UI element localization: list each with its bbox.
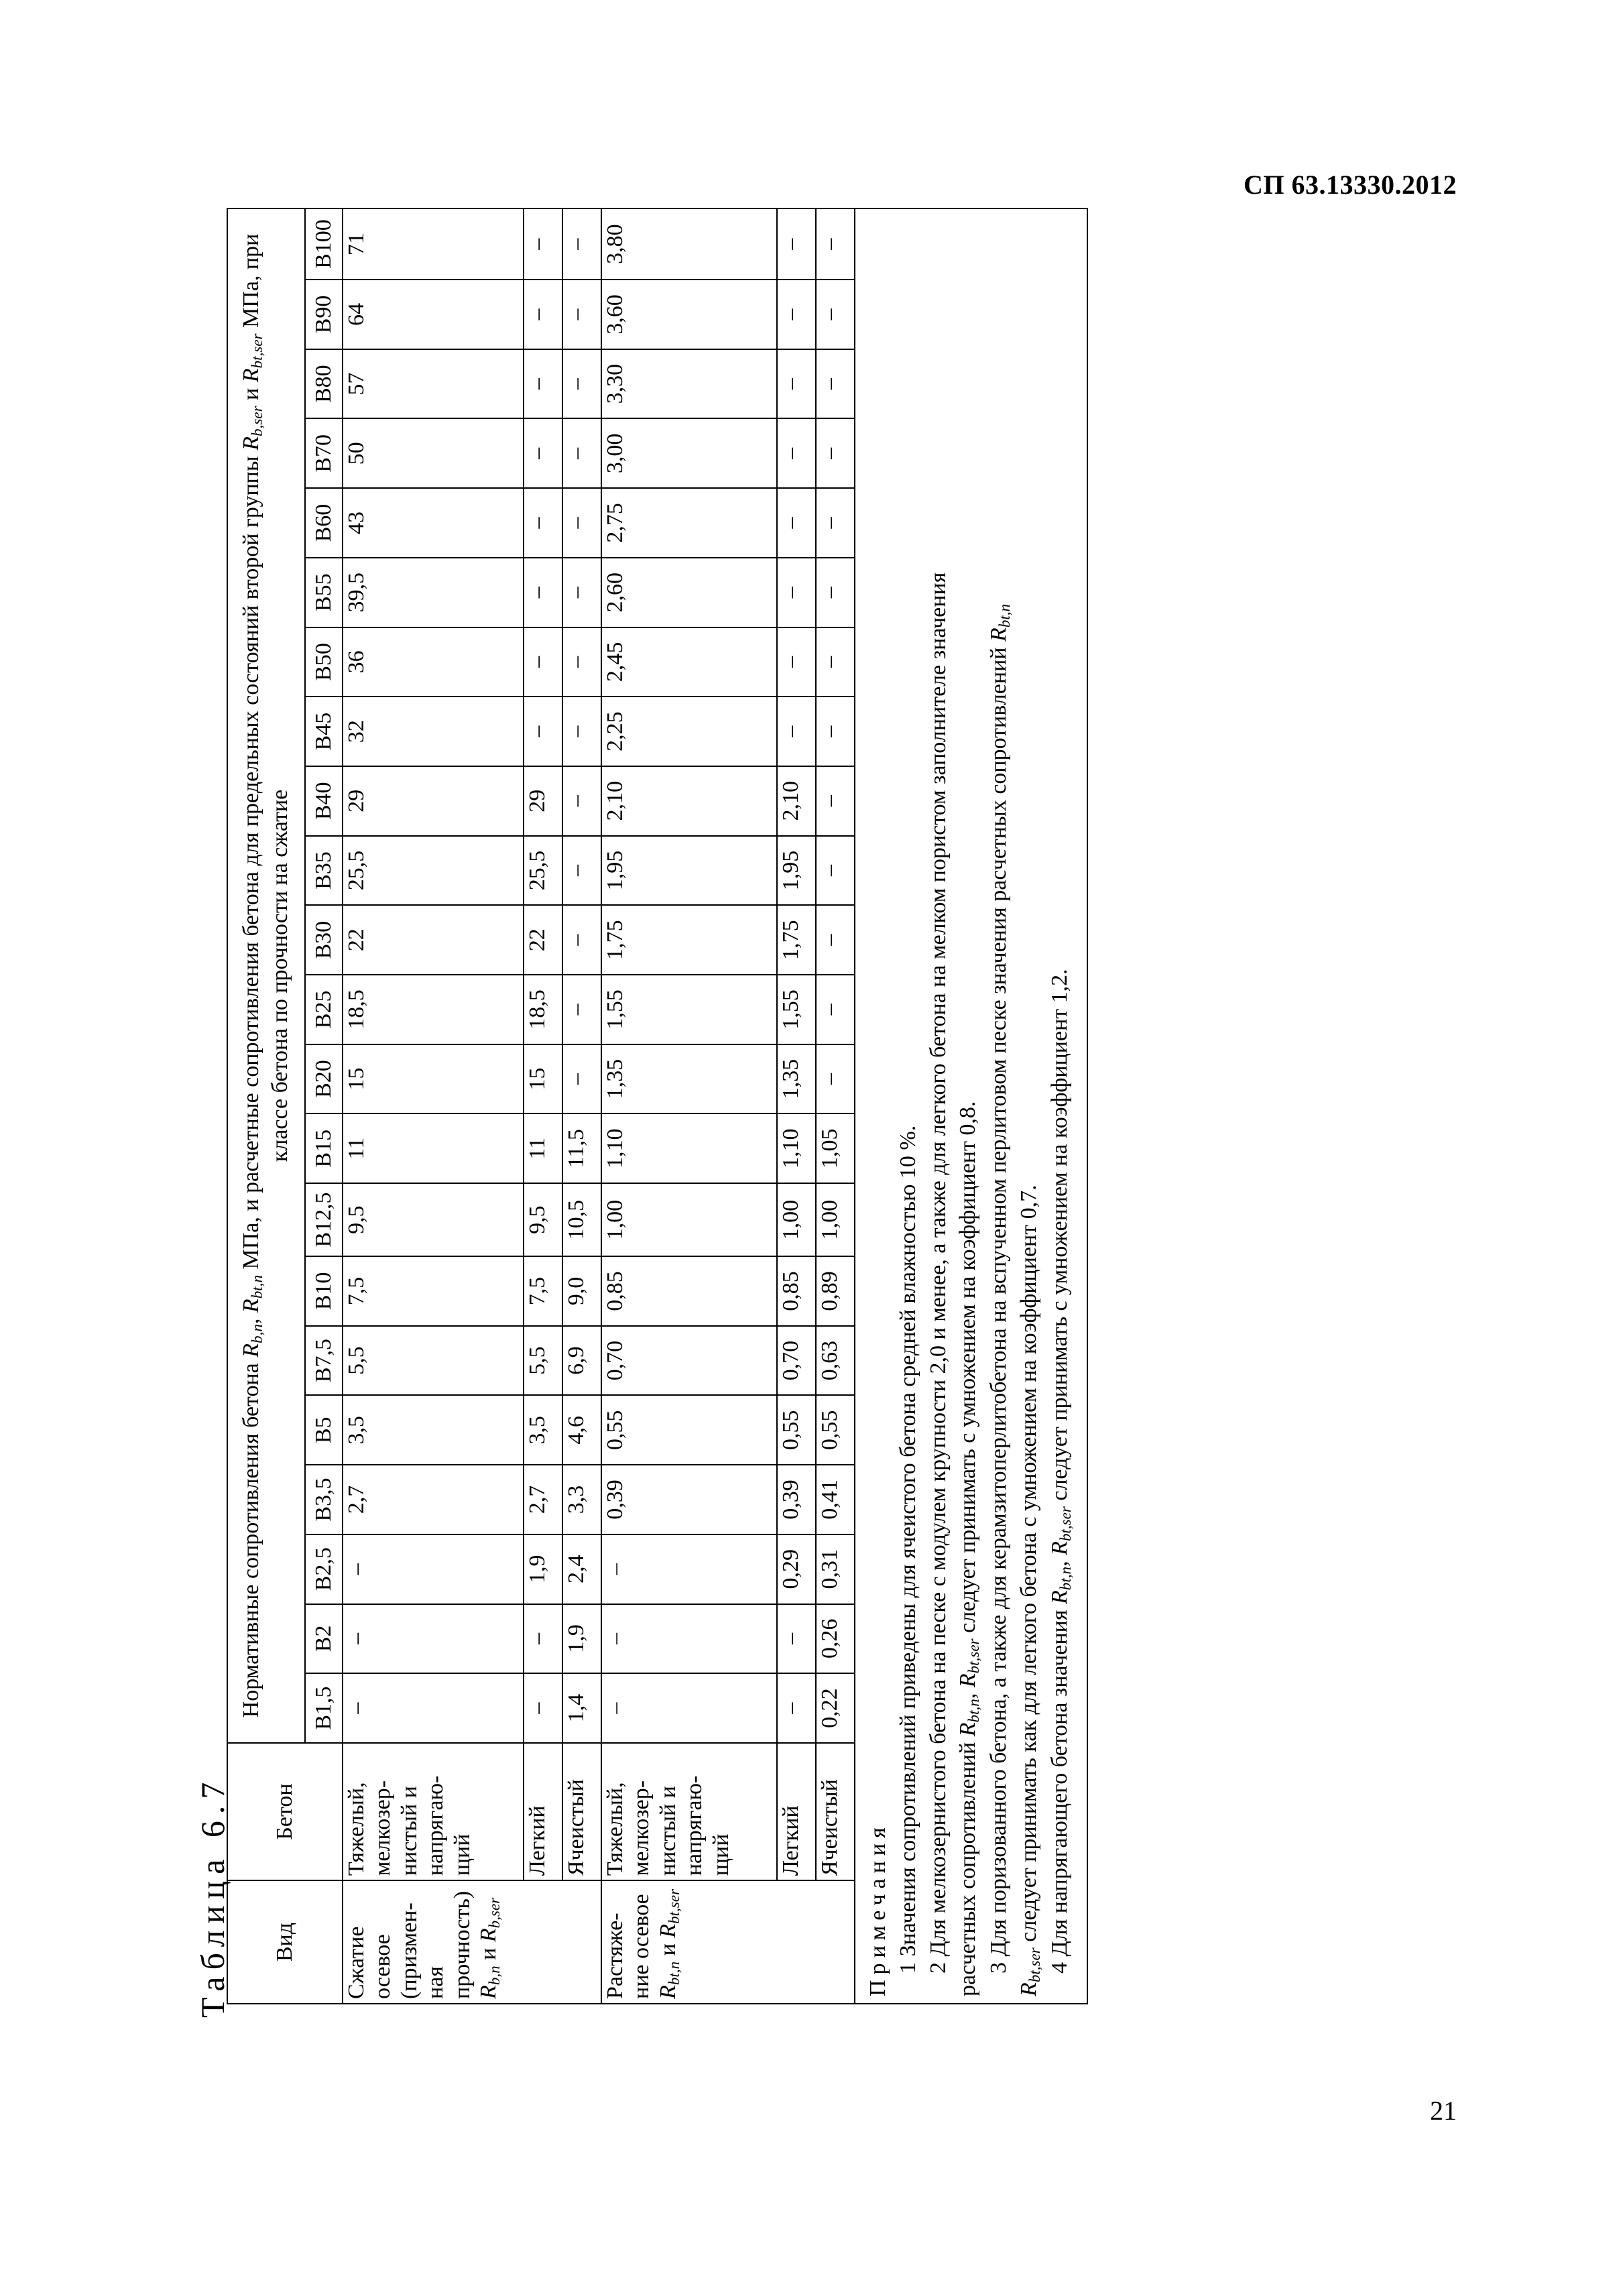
class-header-cell: B90 <box>305 280 343 349</box>
concrete-type-cell <box>343 1743 524 1880</box>
value-cell: – <box>343 1604 524 1674</box>
document-code: СП 63.13330.2012 <box>1244 170 1457 200</box>
value-cell: – <box>777 697 816 766</box>
value-cell: 57 <box>343 349 524 419</box>
value-cell: 71 <box>343 208 524 280</box>
value-cell: 1,10 <box>601 1113 777 1183</box>
value-cell: – <box>524 280 562 349</box>
concrete-type-line: Легкий <box>778 1805 803 1876</box>
kind-symbols: $R_{b,n}$ и $R_{b,ser}$ <box>476 1897 503 1999</box>
value-cell: – <box>816 419 855 489</box>
concrete-type-line: щий <box>449 1833 475 1876</box>
value-cell: – <box>816 766 855 836</box>
class-header-cell: B55 <box>305 558 343 627</box>
value-cell: 1,10 <box>777 1113 816 1183</box>
class-header-cell: B20 <box>305 1044 343 1114</box>
value-cell: 15 <box>343 1044 524 1114</box>
concrete-type-line: щий <box>708 1833 733 1876</box>
value-cell: – <box>562 627 601 697</box>
value-cell: – <box>601 1604 777 1674</box>
value-cell: 50 <box>343 419 524 489</box>
kind-compression <box>343 1880 601 2004</box>
note-3-continued: $R_{bt,ser}$ следует принимать как для легкого бетона с умножением на коэффициент 0,7. <box>1016 1185 1044 1996</box>
table-body <box>343 208 855 2004</box>
value-cell: – <box>562 419 601 489</box>
value-cell: 2,7 <box>343 1465 524 1534</box>
value-cell: 0,26 <box>816 1604 855 1674</box>
value-cell: – <box>562 697 601 766</box>
concrete-type-line: нистый и <box>655 1786 680 1876</box>
value-cell: 0,29 <box>777 1534 816 1604</box>
kind-line: ние осевое <box>629 1894 654 1999</box>
table-row <box>777 208 816 2004</box>
value-cell: 0,39 <box>777 1465 816 1534</box>
value-cell: – <box>524 1673 562 1743</box>
value-cell: 1,05 <box>816 1113 855 1183</box>
class-header-cell: B2,5 <box>305 1534 343 1604</box>
value-cell: 0,70 <box>777 1326 816 1396</box>
class-header-cell: B50 <box>305 627 343 697</box>
concrete-type-line: мелкозер- <box>629 1780 654 1876</box>
value-cell: 22 <box>524 905 562 975</box>
value-cell: – <box>816 558 855 627</box>
kind-symbols: $R_{bt,n}$ и $R_{bt,ser}$ <box>655 1888 683 1999</box>
rotated-table-block <box>166 154 1239 2018</box>
class-header-row <box>305 208 343 2004</box>
note-4: 4 Для напрягающего бетона значения $R_{bt,n}$, $R_{bt,ser}$ следует принимать с умножением на коэффициент 1,2. <box>1047 969 1075 1974</box>
class-header-cell: B7,5 <box>305 1326 343 1396</box>
value-cell: 2,4 <box>562 1534 601 1604</box>
concrete-type-line: Тяжелый, <box>603 1782 627 1876</box>
class-header-cell: B25 <box>305 975 343 1044</box>
value-cell: – <box>777 208 816 280</box>
value-cell: 1,75 <box>601 905 777 975</box>
value-cell: 22 <box>343 905 524 975</box>
value-cell: 15 <box>524 1044 562 1114</box>
value-cell: 2,75 <box>601 488 777 558</box>
value-cell: – <box>343 1673 524 1743</box>
value-cell: 2,10 <box>777 766 816 836</box>
value-cell: – <box>816 975 855 1044</box>
page-number: 21 <box>1430 2096 1457 2126</box>
value-cell: 0,55 <box>777 1395 816 1465</box>
value-cell: – <box>562 905 601 975</box>
header-vid: Вид <box>227 1880 343 2004</box>
value-cell: – <box>816 208 855 280</box>
value-cell: 0,85 <box>601 1256 777 1326</box>
value-cell: – <box>777 558 816 627</box>
value-cell: – <box>601 1673 777 1743</box>
concrete-type-line: нистый и <box>396 1786 422 1876</box>
value-cell: – <box>524 697 562 766</box>
value-cell: 11 <box>524 1113 562 1183</box>
table-row <box>601 208 777 2004</box>
concrete-type-line: Легкий <box>525 1805 550 1876</box>
header-beton: Бетон <box>227 1743 343 1880</box>
value-cell: 1,55 <box>601 975 777 1044</box>
value-cell: 10,5 <box>562 1183 601 1256</box>
value-cell: 3,00 <box>601 419 777 489</box>
note-1: 1 Значения сопротивлений приведены для ячеистого бетона средней влажностью 10 %. <box>896 1125 921 1974</box>
value-cell: 1,35 <box>601 1044 777 1114</box>
table-row <box>562 208 601 2004</box>
value-cell: – <box>562 975 601 1044</box>
value-cell: – <box>777 488 816 558</box>
header-resistance-title: Нормативные сопротивления бетона $R_{b,n}$, $R_{bt,n}$ МПа, и расчетные сопротивления бетона для предельных состояний второй группы $R_{b,ser}$ и $R_{bt,ser}$ МПа, при классе бетона по прочности на сжатие <box>227 208 305 1743</box>
class-header-cell: B1,5 <box>305 1673 343 1743</box>
value-cell: 0,41 <box>816 1465 855 1534</box>
kind-line: Растяже- <box>603 1913 627 1999</box>
value-cell: 5,5 <box>524 1326 562 1396</box>
value-cell: 3,30 <box>601 349 777 419</box>
class-header-cell: B3,5 <box>305 1465 343 1534</box>
note-3: 3 Для поризованного бетона, а также для керамзитоперлитобетона на вспученном перлитовом песке значения расчетных сопротивлений $R_{bt,n}$ <box>985 603 1014 1974</box>
value-cell: 3,5 <box>524 1395 562 1465</box>
value-cell: – <box>562 349 601 419</box>
value-cell: – <box>562 766 601 836</box>
concrete-type-line: Ячеистый <box>564 1779 589 1876</box>
value-cell: 1,4 <box>562 1673 601 1743</box>
value-cell: – <box>524 627 562 697</box>
value-cell: 39,5 <box>343 558 524 627</box>
table-caption: Таблица 6.7 <box>194 1775 231 2018</box>
value-cell: – <box>524 349 562 419</box>
value-cell: 0,63 <box>816 1326 855 1396</box>
kind-line: (призмен- <box>396 1902 422 1999</box>
value-cell: – <box>777 419 816 489</box>
value-cell: 36 <box>343 627 524 697</box>
class-header-cell: B70 <box>305 419 343 489</box>
value-cell: 1,00 <box>601 1183 777 1256</box>
kind-line: прочность) <box>449 1890 475 1999</box>
value-cell: 2,7 <box>524 1465 562 1534</box>
value-cell: 1,00 <box>816 1183 855 1256</box>
value-cell: 29 <box>524 766 562 836</box>
class-header-cell: B60 <box>305 488 343 558</box>
value-cell: 3,5 <box>343 1395 524 1465</box>
value-cell: – <box>816 488 855 558</box>
class-header-cell: B2 <box>305 1604 343 1674</box>
note-2: 2 Для мелкозернистого бетона на песке с модулем крупности 2,0 и менее, а также для легкого бетона на мелком пористом заполнителе значения <box>925 572 951 1974</box>
value-cell: 32 <box>343 697 524 766</box>
value-cell: – <box>562 280 601 349</box>
class-header-cell: B80 <box>305 349 343 419</box>
value-cell: 0,70 <box>601 1326 777 1396</box>
value-cell: – <box>343 1534 524 1604</box>
value-cell: – <box>524 419 562 489</box>
kind-tension <box>601 1880 855 2004</box>
class-header-cell: B100 <box>305 208 343 280</box>
note-2-continued: расчетных сопротивлений $R_{bt,n}$, $R_{bt,ser}$ следует принимать с умножением на коэффициент 0,8. <box>955 1101 983 1996</box>
concrete-type-cell <box>816 1743 855 1880</box>
value-cell: 0,22 <box>816 1673 855 1743</box>
class-header-cell: B10 <box>305 1256 343 1326</box>
value-cell: 0,89 <box>816 1256 855 1326</box>
value-cell: 7,5 <box>343 1256 524 1326</box>
value-cell: 2,10 <box>601 766 777 836</box>
value-cell: 64 <box>343 280 524 349</box>
class-header-cell: B5 <box>305 1395 343 1465</box>
value-cell: 1,95 <box>777 836 816 906</box>
kind-line: Сжатие <box>344 1926 369 1999</box>
value-cell: 0,31 <box>816 1534 855 1604</box>
class-header-cell: B15 <box>305 1113 343 1183</box>
table-row <box>524 208 562 2004</box>
value-cell: – <box>816 697 855 766</box>
value-cell: – <box>777 627 816 697</box>
value-cell: 6,9 <box>562 1326 601 1396</box>
class-header-cell: B30 <box>305 905 343 975</box>
value-cell: – <box>816 280 855 349</box>
value-cell: 2,45 <box>601 627 777 697</box>
value-cell: 29 <box>343 766 524 836</box>
value-cell: 0,55 <box>816 1395 855 1465</box>
value-cell: 3,3 <box>562 1465 601 1534</box>
value-cell: 25,5 <box>343 836 524 906</box>
value-cell: 1,9 <box>562 1604 601 1674</box>
value-cell: – <box>816 905 855 975</box>
class-header-cell: B12,5 <box>305 1183 343 1256</box>
value-cell: – <box>816 349 855 419</box>
value-cell: – <box>816 1044 855 1114</box>
value-cell: – <box>777 1673 816 1743</box>
table-wrapper <box>227 208 1088 2004</box>
value-cell: 3,60 <box>601 280 777 349</box>
concrete-type-line: Ячеистый <box>817 1779 842 1876</box>
value-cell: 1,35 <box>777 1044 816 1114</box>
concrete-type-cell <box>562 1743 601 1880</box>
concrete-type-line: Тяжелый, <box>344 1782 369 1876</box>
value-cell: – <box>562 488 601 558</box>
value-cell: 0,55 <box>601 1395 777 1465</box>
value-cell: 1,95 <box>601 836 777 906</box>
value-cell: – <box>524 558 562 627</box>
concrete-type-cell <box>777 1743 816 1880</box>
value-cell: – <box>777 280 816 349</box>
value-cell: 9,5 <box>524 1183 562 1256</box>
value-cell: 11 <box>343 1113 524 1183</box>
kind-line: осевое <box>370 1934 396 1999</box>
value-cell: 4,6 <box>562 1395 601 1465</box>
value-cell: 1,9 <box>524 1534 562 1604</box>
value-cell: – <box>562 208 601 280</box>
concrete-type-line: напрягаю- <box>423 1775 448 1876</box>
value-cell: 7,5 <box>524 1256 562 1326</box>
value-cell: – <box>562 558 601 627</box>
value-cell: 43 <box>343 488 524 558</box>
value-cell: 0,85 <box>777 1256 816 1326</box>
value-cell: 18,5 <box>343 975 524 1044</box>
table-notes <box>855 208 1087 2004</box>
value-cell: 3,80 <box>601 208 777 280</box>
class-header-cell: B35 <box>305 836 343 906</box>
value-cell: – <box>777 349 816 419</box>
concrete-resistance-table <box>227 208 1088 2004</box>
value-cell: 25,5 <box>524 836 562 906</box>
value-cell: 9,0 <box>562 1256 601 1326</box>
value-cell: – <box>601 1534 777 1604</box>
value-cell: – <box>524 1604 562 1674</box>
notes-heading: Примечания <box>865 1822 890 1996</box>
concrete-type-cell <box>601 1743 777 1880</box>
value-cell: 1,55 <box>777 975 816 1044</box>
table-row <box>343 208 524 2004</box>
value-cell: – <box>816 836 855 906</box>
concrete-type-line: мелкозер- <box>370 1780 396 1876</box>
value-cell: – <box>524 488 562 558</box>
value-cell: 18,5 <box>524 975 562 1044</box>
value-cell: – <box>562 836 601 906</box>
value-cell: – <box>816 627 855 697</box>
value-cell: 1,75 <box>777 905 816 975</box>
value-cell: 2,60 <box>601 558 777 627</box>
value-cell: 0,39 <box>601 1465 777 1534</box>
value-cell: 11,5 <box>562 1113 601 1183</box>
value-cell: 2,25 <box>601 697 777 766</box>
class-header-cell: B45 <box>305 697 343 766</box>
value-cell: 1,00 <box>777 1183 816 1256</box>
value-cell: – <box>524 208 562 280</box>
value-cell: – <box>777 1604 816 1674</box>
concrete-type-line: напрягаю- <box>682 1775 707 1876</box>
class-header-cell: B40 <box>305 766 343 836</box>
table-row <box>816 208 855 2004</box>
value-cell: 5,5 <box>343 1326 524 1396</box>
concrete-type-cell <box>524 1743 562 1880</box>
value-cell: 9,5 <box>343 1183 524 1256</box>
value-cell: – <box>562 1044 601 1114</box>
kind-line: ная <box>423 1966 448 1999</box>
